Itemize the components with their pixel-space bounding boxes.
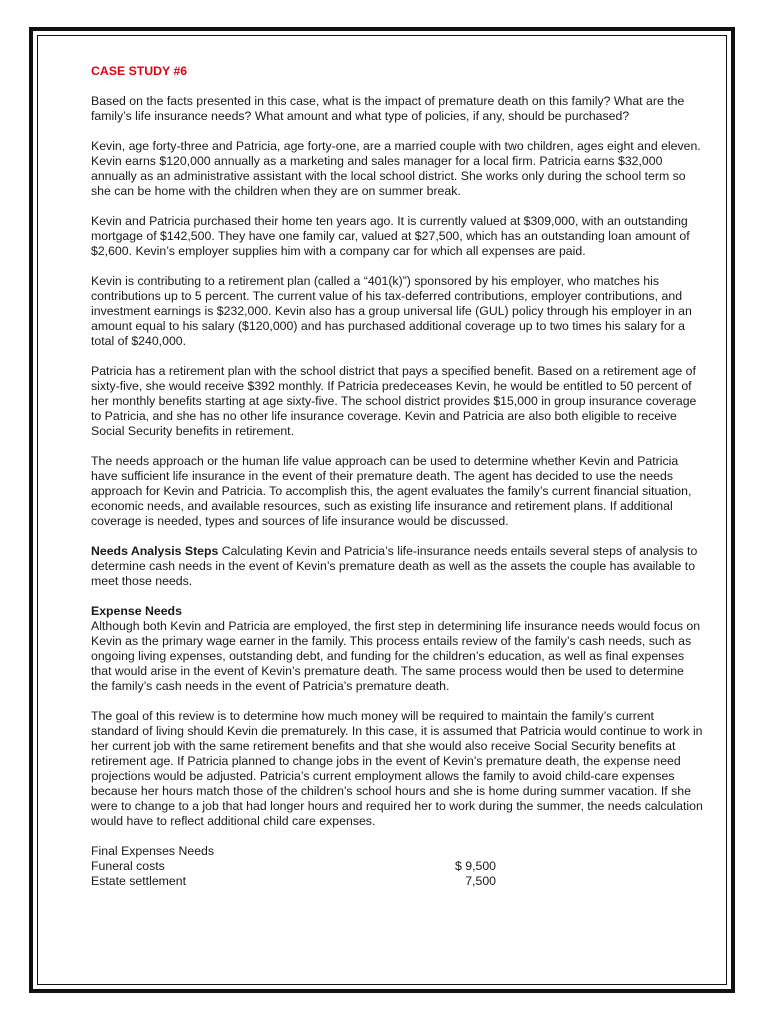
paragraph-kevin-retirement: Kevin is contributing to a retirement plan (called a “401(k)”) sponsored by his employer, who matches his contributions up to 5 percent. The current value of his tax-deferred contributions, employer contributions, and investment earnings is $232,000. Kevin also has a group universal life (GUL) policy through his employer in an amount equal to his salary ($120,000) and has purchased additional coverage up to two times his salary for a total of $240,000. [91,274,692,348]
needs-analysis-label: Needs Analysis Steps [91,544,219,558]
table-row [91,874,496,889]
paragraph-expense-needs-2: The goal of this review is to determine how much money will be required to maintain the family’s current standard of living should Kevin die prematurely. In this case, it is assumed that Patricia would continue to work in her current job with the same retirement benefits and that she would also receive Social Security benefits at retirement age. If Patricia planned to change jobs in the event of Kevin’s premature death, the expense need projections would be adjusted. Patricia’s current employment allows the family to avoid child-care expenses because her hours match those of the children’s school hours and she is home during summer vacation. If she were to change to a job that had longer hours and required her to work during the summer, the needs calculation would have to reflect additional child care expenses. [91,709,703,828]
paragraph-home: Kevin and Patricia purchased their home ten years ago. It is currently valued at $309,000, with an outstanding mortgage of $142,500. They have one family car, valued at $27,500, which has an outstanding loan amount of $2,600. Kevin’s employer supplies him with a company car for which all expenses are paid. [91,214,690,258]
paragraph-questions: Based on the facts presented in this case, what is the impact of premature death on this family? What are the family’s life insurance needs? What amount and what type of policies, if any, should be purchased? [91,94,685,123]
paragraph-needs-analysis [91,544,703,589]
estate-settlement-value: 7,500 [465,874,496,888]
estate-settlement-label: Estate settlement [91,874,187,888]
paragraph-family: Kevin, age forty-three and Patricia, age forty-one, are a married couple with two children, ages eight and eleven. Kevin earns $120,000 annually as a marketing and sales manager for a local firm. Patricia earns $32,000 annually as an administrative assistant with the local school district. She works only during the school term so she can be home with the children when they are on summer break. [91,139,701,198]
paragraph-patricia-retirement: Patricia has a retirement plan with the school district that pays a specified benefit. Based on a retirement age of sixty-five, she would receive $392 monthly. If Patricia predeceases Kevin, he would be entitled to 50 percent of her monthly benefits starting at age sixty-five. The school district provides $15,000 in group insurance coverage to Patricia, and she has no other life insurance coverage. Kevin and Patricia are also both eligible to receive Social Security benefits in retirement. [91,364,697,438]
funeral-costs-label: Funeral costs [91,859,165,873]
case-study-heading: CASE STUDY #6 [91,64,188,78]
paragraph-needs-approach: The needs approach or the human life value approach can be used to determine whether Kevin and Patricia have sufficient life insurance in the event of their premature death. The agent has decided to use the needs approach for Kevin and Patricia. To accomplish this, the agent evaluates the family’s current financial situation, economic needs, and available resources, such as existing life insurance and retirement plans. If additional coverage is needed, types and sources of life insurance would be discussed. [91,454,692,528]
document-body [91,64,703,889]
paragraph-expense-needs-1: Although both Kevin and Patricia are employed, the first step in determining life insurance needs would focus on Kevin as the primary wage earner in the family. This process entails review of the family’s cash needs, such as ongoing living expenses, outstanding debt, and funding for the children’s education, as well as final expenses that would arise in the event of Kevin’s premature death. The same process would then be used to determine the family’s cash needs in the event of Patricia’s premature death. [91,619,701,693]
final-expenses-title: Final Expenses Needs [91,844,215,858]
funeral-costs-value: $ 9,500 [454,859,496,873]
expense-needs-title: Expense Needs [91,604,182,618]
table-row [91,859,496,874]
final-expenses-table [91,844,703,889]
needs-analysis-text: Calculating Kevin and Patricia’s life-insurance needs entails several steps of analysis to determine cash needs in the event of Kevin’s premature death as well as the assets the couple has available to meet those needs. [91,544,698,588]
